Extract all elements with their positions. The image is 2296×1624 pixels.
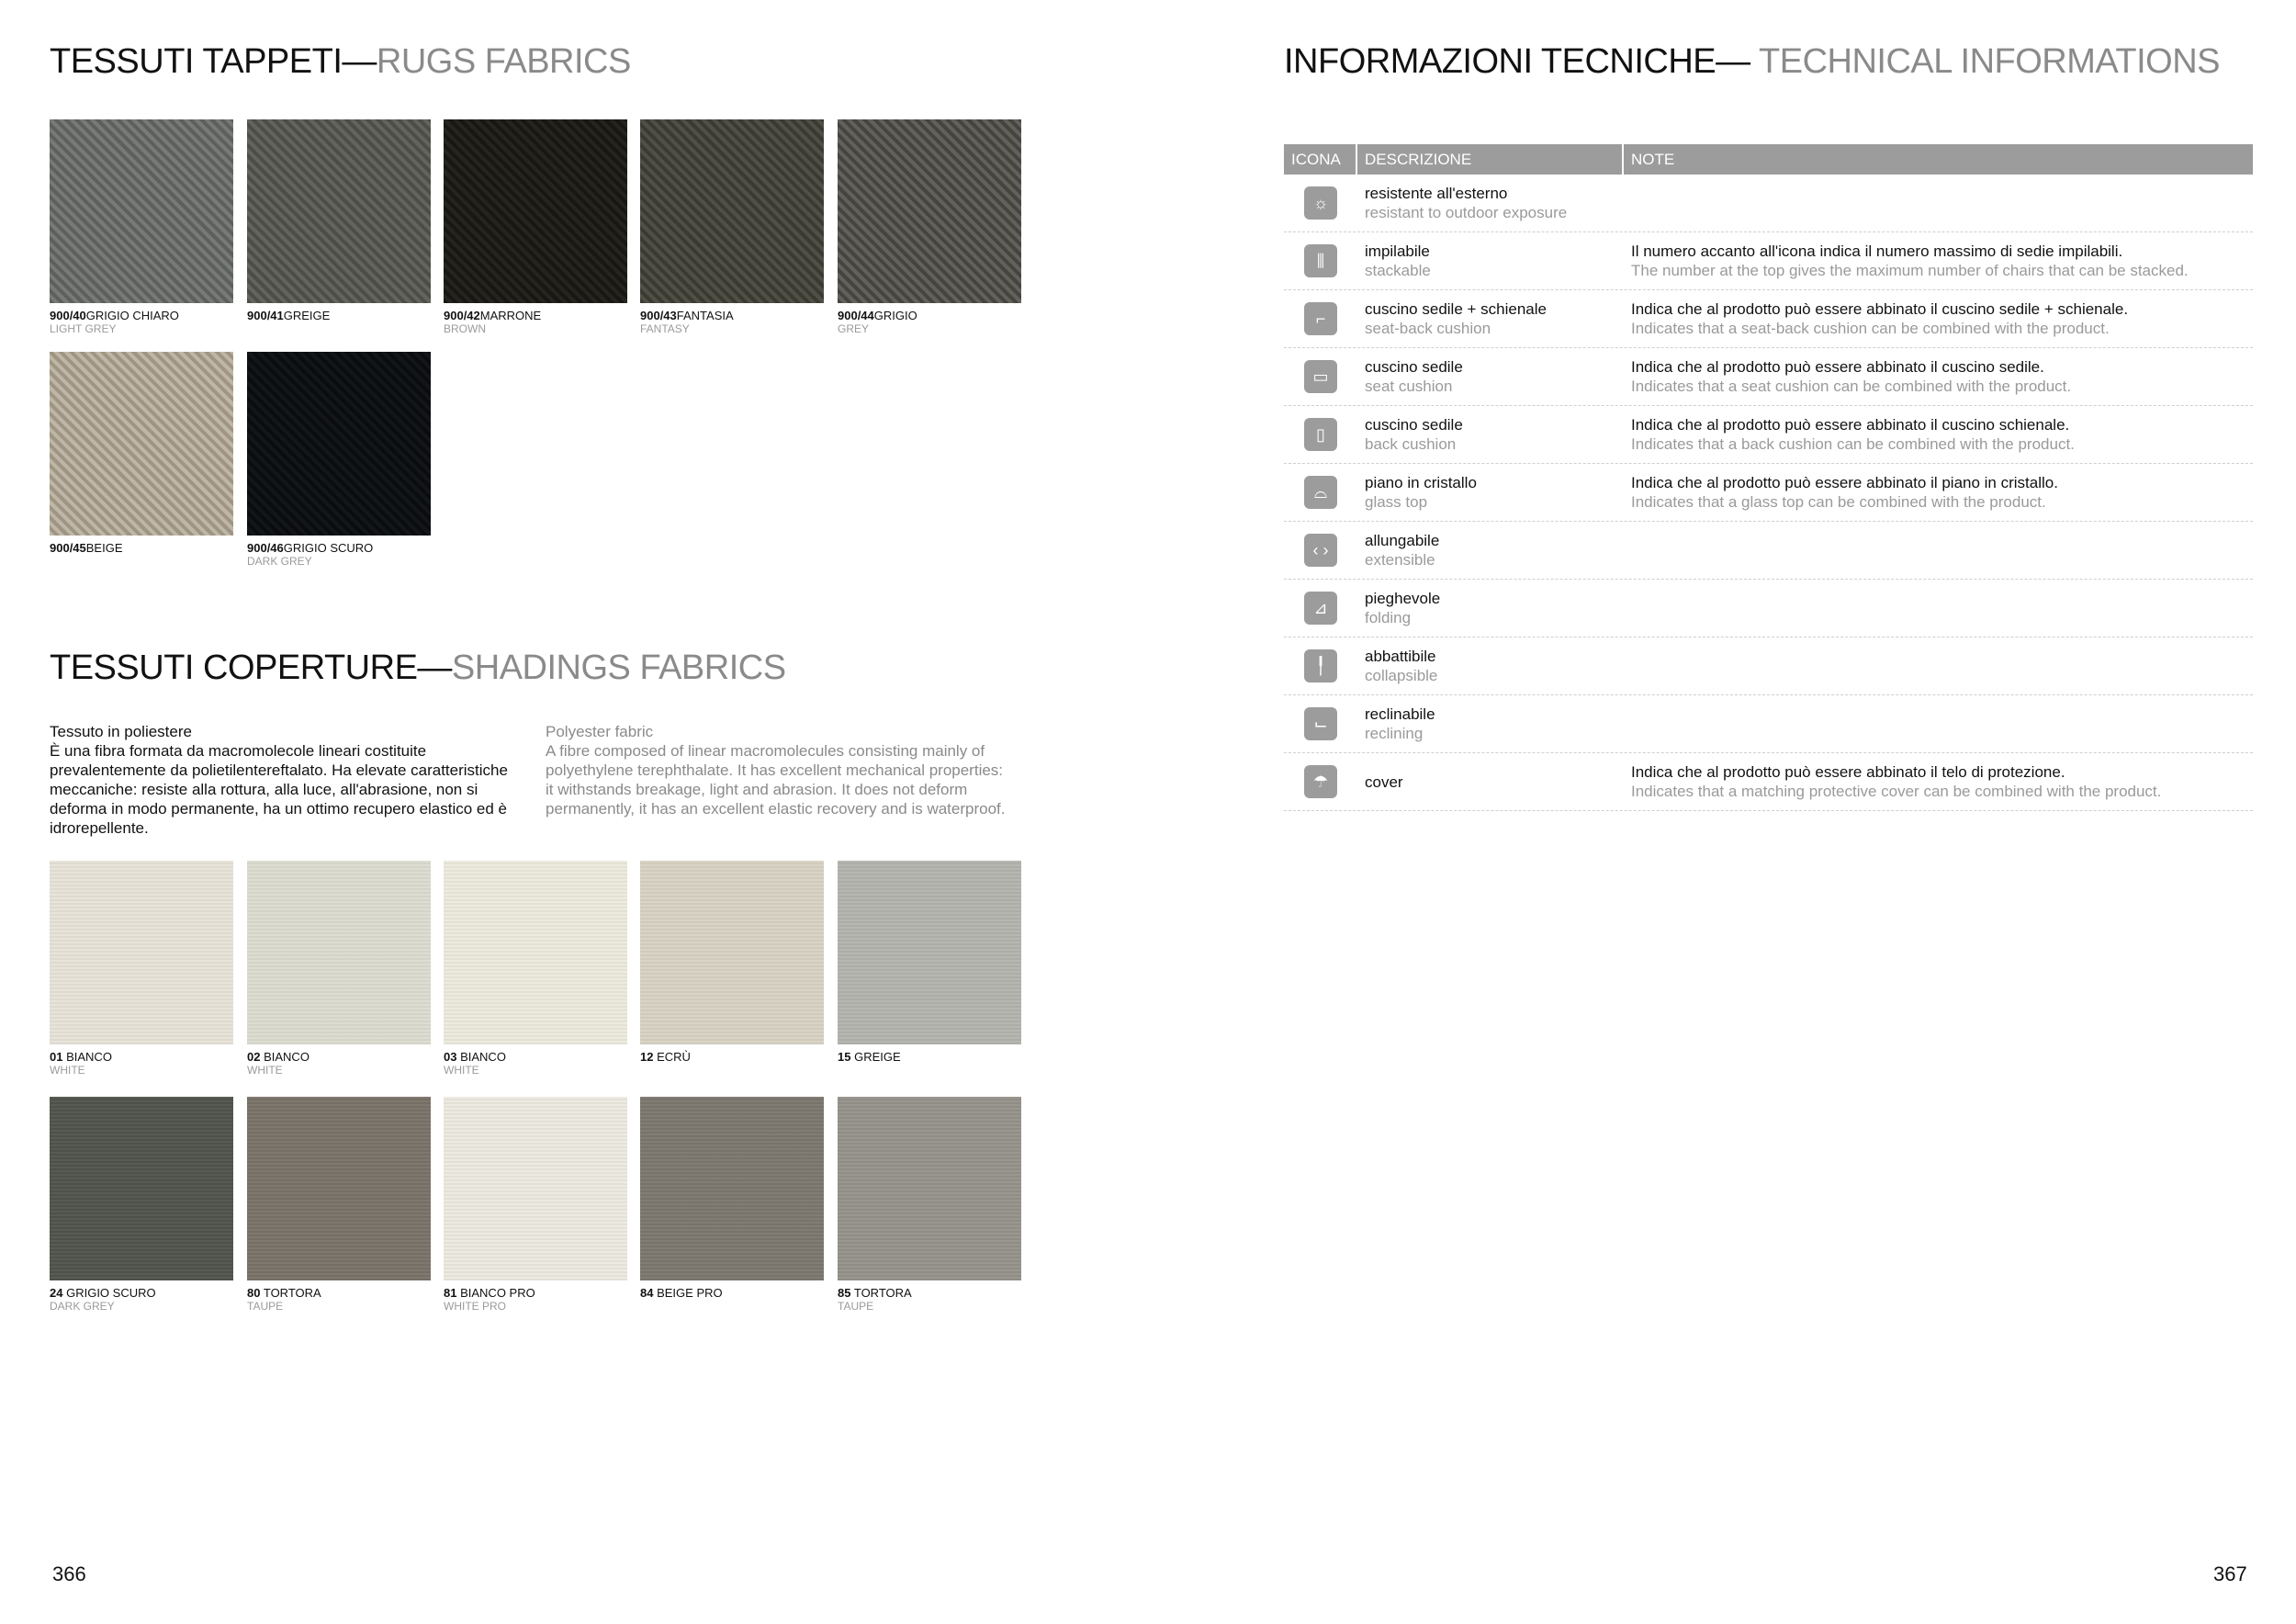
rug-name: GRIGIO: [873, 309, 917, 322]
shading-texture: [640, 861, 824, 1044]
note-it: Indica che al prodotto può essere abbinato il cuscino sedile.: [1631, 358, 2044, 376]
collapsible-icon: [1304, 649, 1337, 682]
shading-code: 81: [444, 1286, 457, 1300]
shading-texture: [247, 1097, 431, 1280]
shading-english: TAUPE: [247, 1300, 284, 1313]
rug-caption: [444, 310, 627, 335]
folding-icon: [1304, 592, 1337, 625]
note-it: Indica che al prodotto può essere abbinato il cuscino schienale.: [1631, 416, 2070, 434]
note-cell: [1624, 290, 2253, 347]
shading-texture: [640, 1097, 824, 1280]
shading-code: 03: [444, 1050, 457, 1064]
shading-caption: [444, 1287, 627, 1313]
icon-cell: [1284, 753, 1357, 810]
rug-name: MARRONE: [479, 309, 542, 322]
shading-code: 84: [640, 1286, 654, 1300]
icon-cell: [1284, 695, 1357, 752]
icon-cell: [1284, 522, 1357, 579]
icon-glyph: ⊿: [1313, 598, 1328, 617]
description-cell: [1357, 464, 1624, 521]
rug-name: BEIGE: [85, 541, 123, 555]
shading-swatch: [247, 1097, 431, 1313]
rug-code: 900/44: [838, 309, 874, 322]
shading-caption: [640, 1051, 824, 1064]
description-it: cuscino sedile + schienale: [1365, 300, 1547, 318]
note-it: Indica che al prodotto può essere abbinato il piano in cristallo.: [1631, 474, 2058, 491]
icon-glyph: ☂: [1312, 772, 1329, 791]
technical-table: [1284, 144, 2253, 811]
shadings-title-en: SHADINGS FABRICS: [451, 648, 786, 687]
table-row: [1284, 290, 2253, 348]
description-it: pieghevole: [1365, 590, 1441, 607]
rug-caption: [50, 310, 233, 335]
description-it: cuscino sedile: [1365, 416, 1463, 434]
rug-code: 900/40: [50, 309, 86, 322]
note-en: Indicates that a back cushion can be combined with the product.: [1631, 435, 2075, 453]
shading-swatch: [50, 861, 233, 1077]
description-line: Tessuto in poliestere: [50, 723, 192, 740]
shading-caption: [50, 1051, 233, 1077]
note-cell: [1624, 580, 2253, 637]
shading-swatch: [640, 861, 824, 1064]
table-row: [1284, 406, 2253, 464]
description-en: folding: [1365, 609, 1412, 626]
note-cell: [1624, 695, 2253, 752]
page-number-right: 367: [2213, 1562, 2247, 1585]
description-cell: [1357, 348, 1624, 405]
shading-texture: [50, 861, 233, 1044]
note-cell: [1624, 232, 2253, 289]
seat-cushion-icon: [1304, 360, 1337, 393]
shading-name: BIANCO: [264, 1050, 310, 1064]
icon-glyph: ▯: [1316, 424, 1325, 444]
note-en: Indicates that a glass top can be combined with the product.: [1631, 493, 2046, 511]
shading-name: BIANCO: [460, 1050, 506, 1064]
shading-caption: [247, 1051, 431, 1077]
shading-english: WHITE: [50, 1064, 85, 1077]
description-it: piano in cristallo: [1365, 474, 1477, 491]
table-row: [1284, 753, 2253, 811]
icon-glyph: ╿: [1315, 656, 1326, 675]
header-description: DESCRIZIONE: [1357, 144, 1624, 175]
shading-texture: [444, 861, 627, 1044]
rug-caption: [838, 310, 1021, 335]
note-cell: [1624, 753, 2253, 810]
description-line: permanently, it has an excellent elastic recovery and is waterproof.: [546, 800, 1006, 818]
table-row: [1284, 637, 2253, 695]
shading-caption: [444, 1051, 627, 1077]
shading-caption: [640, 1287, 824, 1300]
note-cell: [1624, 175, 2253, 231]
description-en: seat cushion: [1365, 378, 1453, 395]
description-italian: [50, 722, 527, 838]
shading-name: BEIGE PRO: [657, 1286, 723, 1300]
description-english: [546, 722, 1041, 818]
rug-english: DARK GREY: [247, 555, 312, 568]
shading-caption: [50, 1287, 233, 1313]
description-cell: [1357, 175, 1624, 231]
description-line: polyethylene terephthalate. It has excellent mechanical properties:: [546, 761, 1004, 779]
rug-name: GRIGIO SCURO: [283, 541, 374, 555]
shadings-title-dash: —: [417, 648, 452, 687]
description-cell: [1357, 290, 1624, 347]
icon-cell: [1284, 290, 1357, 347]
description-it: resistente all'esterno: [1365, 185, 1508, 202]
rug-texture: [247, 352, 431, 536]
icon-cell: [1284, 348, 1357, 405]
rug-name: FANTASIA: [676, 309, 734, 322]
shading-swatch: [838, 861, 1021, 1064]
rug-texture: [247, 119, 431, 303]
shading-code: 85: [838, 1286, 851, 1300]
rug-english: LIGHT GREY: [50, 322, 117, 335]
icon-cell: [1284, 232, 1357, 289]
cover-icon: [1304, 765, 1337, 798]
icon-glyph: ‹ ›: [1312, 540, 1329, 559]
description-en: glass top: [1365, 493, 1428, 511]
description-it: reclinabile: [1365, 705, 1435, 723]
page-number-left: 366: [52, 1562, 86, 1585]
icon-cell: [1284, 464, 1357, 521]
rug-name: GREIGE: [283, 309, 331, 322]
description-en: extensible: [1365, 551, 1435, 569]
table-row: [1284, 464, 2253, 522]
rugs-title-en: RUGS FABRICS: [376, 42, 631, 81]
header-note: NOTE: [1631, 151, 1675, 168]
sun-rain-icon: [1304, 186, 1337, 220]
icon-glyph: ⌙: [1313, 714, 1328, 733]
shading-name: BIANCO: [66, 1050, 112, 1064]
table-row: [1284, 348, 2253, 406]
description-en: back cushion: [1365, 435, 1457, 453]
table-row: [1284, 522, 2253, 580]
description-line: it withstands breakage, light and abrasion. It does not deform: [546, 781, 968, 798]
rug-code: 900/45: [50, 541, 86, 555]
shading-code: 02: [247, 1050, 261, 1064]
rug-caption: [247, 310, 431, 322]
shading-swatch: [444, 861, 627, 1077]
icon-cell: [1284, 406, 1357, 463]
rug-swatch: [247, 352, 431, 568]
rug-texture: [50, 119, 233, 303]
rug-caption: [247, 542, 431, 568]
description-en: collapsible: [1365, 667, 1438, 684]
rug-swatch: [640, 119, 824, 335]
technical-title-en: TECHNICAL INFORMATIONS: [1750, 42, 2221, 81]
shading-english: WHITE PRO: [444, 1300, 506, 1313]
shading-texture: [50, 1097, 233, 1280]
note-cell: [1624, 522, 2253, 579]
shading-swatch: [640, 1097, 824, 1300]
description-en: seat-back cushion: [1365, 320, 1491, 337]
stack-icon: [1304, 244, 1337, 277]
shading-name: BIANCO PRO: [460, 1286, 535, 1300]
shading-code: 24: [50, 1286, 63, 1300]
rug-swatch: [838, 119, 1021, 335]
icon-glyph: ⌐: [1315, 309, 1326, 328]
rug-english: FANTASY: [640, 322, 690, 335]
rugs-title-it: TESSUTI TAPPETI: [50, 42, 343, 81]
shading-english: TAUPE: [838, 1300, 874, 1313]
description-it: cover: [1365, 773, 1403, 791]
icon-glyph: ▭: [1312, 367, 1329, 386]
description-line: È una fibra formata da macromolecole lineari costituite: [50, 742, 427, 760]
icon-cell: [1284, 580, 1357, 637]
shading-english: DARK GREY: [50, 1300, 115, 1313]
icon-glyph: ☼: [1312, 193, 1329, 212]
note-it: Indica che al prodotto può essere abbinato il telo di protezione.: [1631, 763, 2065, 781]
description-line: Polyester fabric: [546, 723, 654, 740]
shading-name: GRIGIO SCURO: [66, 1286, 156, 1300]
rug-swatch: [50, 352, 233, 555]
shading-english: WHITE: [247, 1064, 283, 1077]
description-cell: [1357, 637, 1624, 694]
note-cell: [1624, 406, 2253, 463]
description-line: meccaniche: resiste alla rottura, alla luce, all'abrasione, non si: [50, 781, 478, 798]
rug-name: GRIGIO CHIARO: [85, 309, 179, 322]
rug-code: 900/43: [640, 309, 677, 322]
rugs-title-dash: —: [342, 42, 377, 81]
shading-code: 01: [50, 1050, 63, 1064]
header-icon: ICONA: [1284, 144, 1357, 175]
table-row: [1284, 580, 2253, 637]
back-cushion-icon: [1304, 418, 1337, 451]
shading-name: ECRÙ: [657, 1050, 691, 1064]
note-en: Indicates that a seat-back cushion can be combined with the product.: [1631, 320, 2110, 337]
note-cell: [1624, 637, 2253, 694]
rug-swatch: [50, 119, 233, 335]
shading-swatch: [838, 1097, 1021, 1313]
shading-english: WHITE: [444, 1064, 479, 1077]
rug-texture: [50, 352, 233, 536]
description-cell: [1357, 232, 1624, 289]
note-en: Indicates that a matching protective cover can be combined with the product.: [1631, 783, 2162, 800]
extensible-icon: [1304, 534, 1337, 567]
note-it: Il numero accanto all'icona indica il numero massimo di sedie impilabili.: [1631, 242, 2123, 260]
description-it: abbattibile: [1365, 648, 1436, 665]
description-it: impilabile: [1365, 242, 1430, 260]
shading-swatch: [50, 1097, 233, 1313]
rug-texture: [838, 119, 1021, 303]
shading-swatch: [247, 861, 431, 1077]
rug-texture: [444, 119, 627, 303]
note-cell: [1624, 464, 2253, 521]
shading-caption: [838, 1287, 1021, 1313]
shading-texture: [247, 861, 431, 1044]
shading-caption: [247, 1287, 431, 1313]
rug-code: 900/42: [444, 309, 480, 322]
description-it: allungabile: [1365, 532, 1440, 549]
reclining-icon: [1304, 707, 1337, 740]
shading-name: TORTORA: [263, 1286, 321, 1300]
shading-code: 15: [838, 1050, 851, 1064]
shading-caption: [838, 1051, 1021, 1064]
icon-cell: [1284, 637, 1357, 694]
table-row: [1284, 695, 2253, 753]
technical-title-it: INFORMAZIONI TECNICHE: [1284, 42, 1716, 81]
table-body: [1284, 175, 2253, 811]
shading-code: 80: [247, 1286, 261, 1300]
rug-code: 900/46: [247, 541, 284, 555]
description-line: prevalentemente da polietilentereftalato. Ha elevate caratteristiche: [50, 761, 508, 779]
table-row: [1284, 232, 2253, 290]
table-row: [1284, 175, 2253, 232]
seat-back-cushion-icon: [1304, 302, 1337, 335]
description-cell: [1357, 753, 1624, 810]
description-cell: [1357, 695, 1624, 752]
icon-glyph: ⌓: [1313, 482, 1328, 502]
shading-code: 12: [640, 1050, 654, 1064]
icon-cell: [1284, 175, 1357, 231]
description-line: idrorepellente.: [50, 819, 149, 837]
shading-texture: [444, 1097, 627, 1280]
description-line: deforma in modo permanente, ha un ottimo recupero elastico ed è: [50, 800, 508, 818]
rug-code: 900/41: [247, 309, 284, 322]
technical-title: [1284, 42, 2220, 82]
shading-swatch: [444, 1097, 627, 1313]
glass-top-icon: [1304, 476, 1337, 509]
rugs-title: [50, 42, 631, 82]
description-line: A fibre composed of linear macromolecules consisting mainly of: [546, 742, 985, 760]
rug-caption: [50, 542, 233, 555]
icon-glyph: ⫼: [1316, 251, 1325, 270]
description-en: reclining: [1365, 725, 1424, 742]
rug-caption: [640, 310, 824, 335]
shading-texture: [838, 1097, 1021, 1280]
rug-swatch: [247, 119, 431, 322]
description-cell: [1357, 522, 1624, 579]
shading-texture: [838, 861, 1021, 1044]
rug-swatch: [444, 119, 627, 335]
shadings-title-it: TESSUTI COPERTURE: [50, 648, 418, 687]
description-it: cuscino sedile: [1365, 358, 1463, 376]
shading-name: TORTORA: [853, 1286, 912, 1300]
note-en: The number at the top gives the maximum number of chairs that can be stacked.: [1631, 262, 2189, 279]
description-cell: [1357, 406, 1624, 463]
description-en: stackable: [1365, 262, 1431, 279]
description-en: resistant to outdoor exposure: [1365, 204, 1568, 221]
note-it: Indica che al prodotto può essere abbinato il cuscino sedile + schienale.: [1631, 300, 2129, 318]
technical-title-dash: —: [1716, 42, 1750, 81]
note-en: Indicates that a seat cushion can be combined with the product.: [1631, 378, 2072, 395]
rug-english: GREY: [838, 322, 870, 335]
note-cell: [1624, 348, 2253, 405]
rug-texture: [640, 119, 824, 303]
shading-name: GREIGE: [854, 1050, 901, 1064]
shadings-title: [50, 648, 786, 688]
description-cell: [1357, 580, 1624, 637]
table-header: [1284, 144, 2253, 175]
rug-english: BROWN: [444, 322, 486, 335]
